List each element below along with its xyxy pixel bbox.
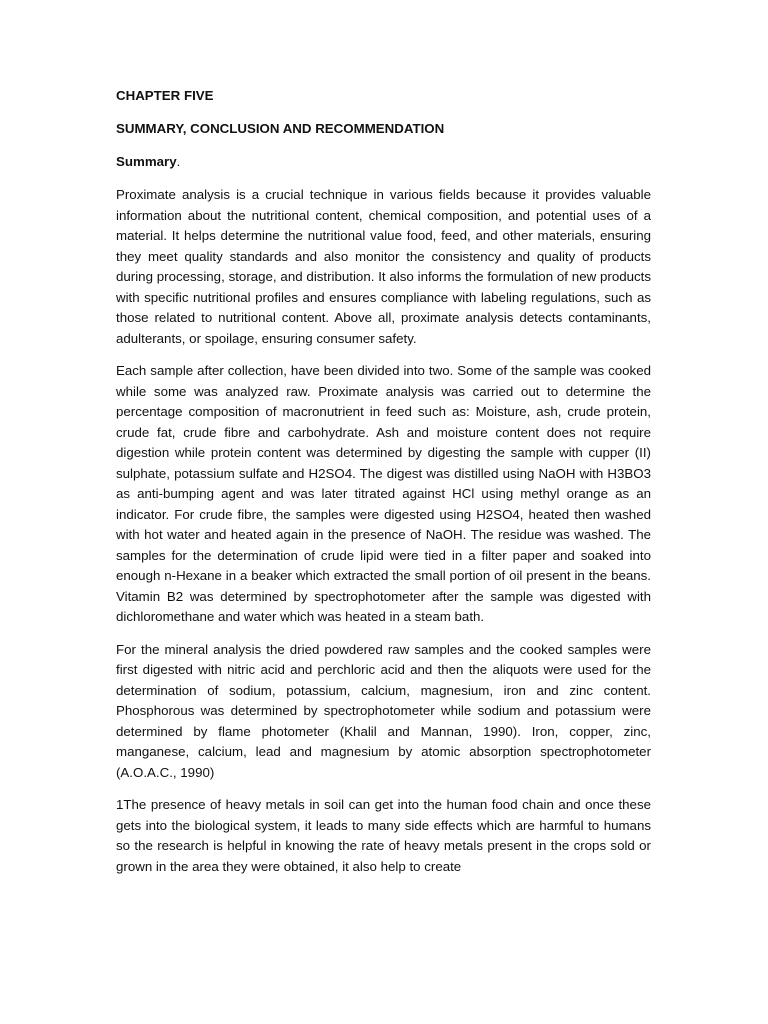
- paragraph-mineral-analysis: For the mineral analysis the dried powdered raw samples and the cooked samples were first digested with nitric acid and perchloric acid and then the aliquots were used for the determination of sodium, potassium, calcium, magnesium, iron and zinc content. Phosphorous was determined by spectrophotometer while sodium and potassium were determined by flame photometer (Khalil and Mannan, 1990). Iron, copper, zinc, manganese, calcium, lead and magnesium by atomic absorption spectrophotometer (A.O.A.C., 1990): [116, 641, 651, 780]
- paragraph-heavy-metals: 1The presence of heavy metals in soil can get into the human food chain and once these gets into the biological system, it leads to many side effects which are harmful to humans so the research is helpful in knowing the rate of heavy metals present in the crops sold or grown in the area they were obtained, it also help to create: [116, 797, 651, 874]
- summary-heading-line: [116, 152, 651, 173]
- chapter-title: CHAPTER FIVE: [116, 88, 214, 103]
- section-title: SUMMARY, CONCLUSION AND RECOMMENDATION: [116, 121, 445, 136]
- paragraph-proximate-analysis: Proximate analysis is a crucial technique in various fields because it provides valuable information about the nutritional content, chemical composition, and potential uses of a material. It helps determine the nutritional value food, feed, and other materials, ensuring they meet quality standards and also monitor the consistency and quality of products during processing, storage, and distribution. It also informs the formulation of new products with specific nutritional profiles and ensures compliance with labeling regulations, such as those related to nutritional content. Above all, proximate analysis detects contaminants, adulterants, or spoilage, ensuring consumer safety.: [116, 187, 651, 346]
- summary-heading: Summary: [116, 154, 177, 169]
- document-page: [116, 86, 651, 877]
- paragraph-sample-methods: Each sample after collection, have been divided into two. Some of the sample was cooked while some was analyzed raw. Proximate analysis was carried out to determine the percentage composition of macronutrient in feed such as: Moisture, ash, crude protein, crude fat, crude fibre and carbohydrate. Ash and moisture content does not require digestion while protein content was determined by digesting the sample with cupper (II) sulphate, potassium sulfate and H2SO4. The digest was distilled using NaOH with H3BO3 as anti-bumping agent and was later titrated against HCl using methyl orange as an indicator. For crude fibre, the samples were digested using H2SO4, heated then washed with hot water and heated again in the presence of NaOH. The residue was washed. The samples for the determination of crude lipid were tied in a filter paper and soaked into enough n-Hexane in a beaker which extracted the small portion of oil present in the beans. Vitamin B2 was determined by spectrophotometer after the sample was digested with dichloromethane and water which was heated in a steam bath.: [116, 363, 651, 624]
- summary-heading-punct: .: [176, 154, 181, 169]
